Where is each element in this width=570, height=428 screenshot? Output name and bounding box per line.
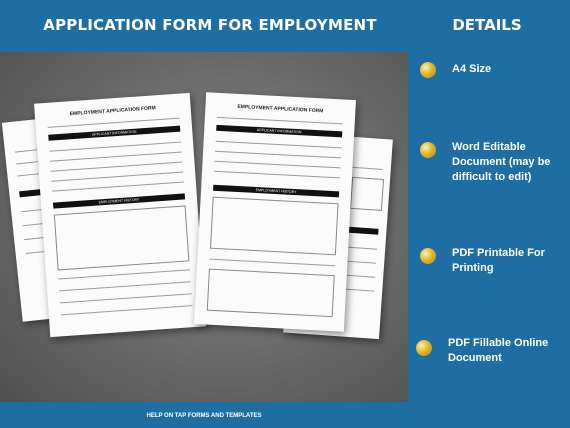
gold-bullet-icon bbox=[416, 340, 432, 356]
sheet-heading: EMPLOYMENT APPLICATION FORM bbox=[69, 105, 156, 118]
sheet-section-label: APPLICANT INFORMATION bbox=[91, 129, 137, 137]
detail-text: Word Editable Document (may be difficult to edit) bbox=[452, 141, 551, 183]
detail-text: PDF Printable For Printing bbox=[452, 247, 545, 274]
sheet-section-label: APPLICANT INFORMATION bbox=[256, 127, 302, 135]
product-photo bbox=[0, 52, 408, 402]
sheet-section-label: EMPLOYMENT HISTORY bbox=[255, 187, 297, 195]
gold-bullet-icon bbox=[420, 62, 436, 78]
sheet-section-label: EMPLOYMENT HISTORY bbox=[98, 197, 140, 205]
document-sheet-left bbox=[34, 93, 206, 337]
detail-text: A4 Size bbox=[452, 63, 492, 75]
document-sheet-right bbox=[194, 92, 356, 332]
footer-text: HELP ON TAP FORMS AND TEMPLATES bbox=[146, 413, 262, 419]
page-title: APPLICATION FORM FOR EMPLOYMENT bbox=[43, 16, 377, 34]
gold-bullet-icon bbox=[420, 142, 436, 158]
sheet-heading: EMPLOYMENT APPLICATION FORM bbox=[237, 103, 324, 115]
gold-bullet-icon bbox=[420, 248, 436, 264]
details-title: DETAILS bbox=[452, 16, 522, 34]
detail-text: PDF Fillable Online Document bbox=[448, 337, 549, 364]
